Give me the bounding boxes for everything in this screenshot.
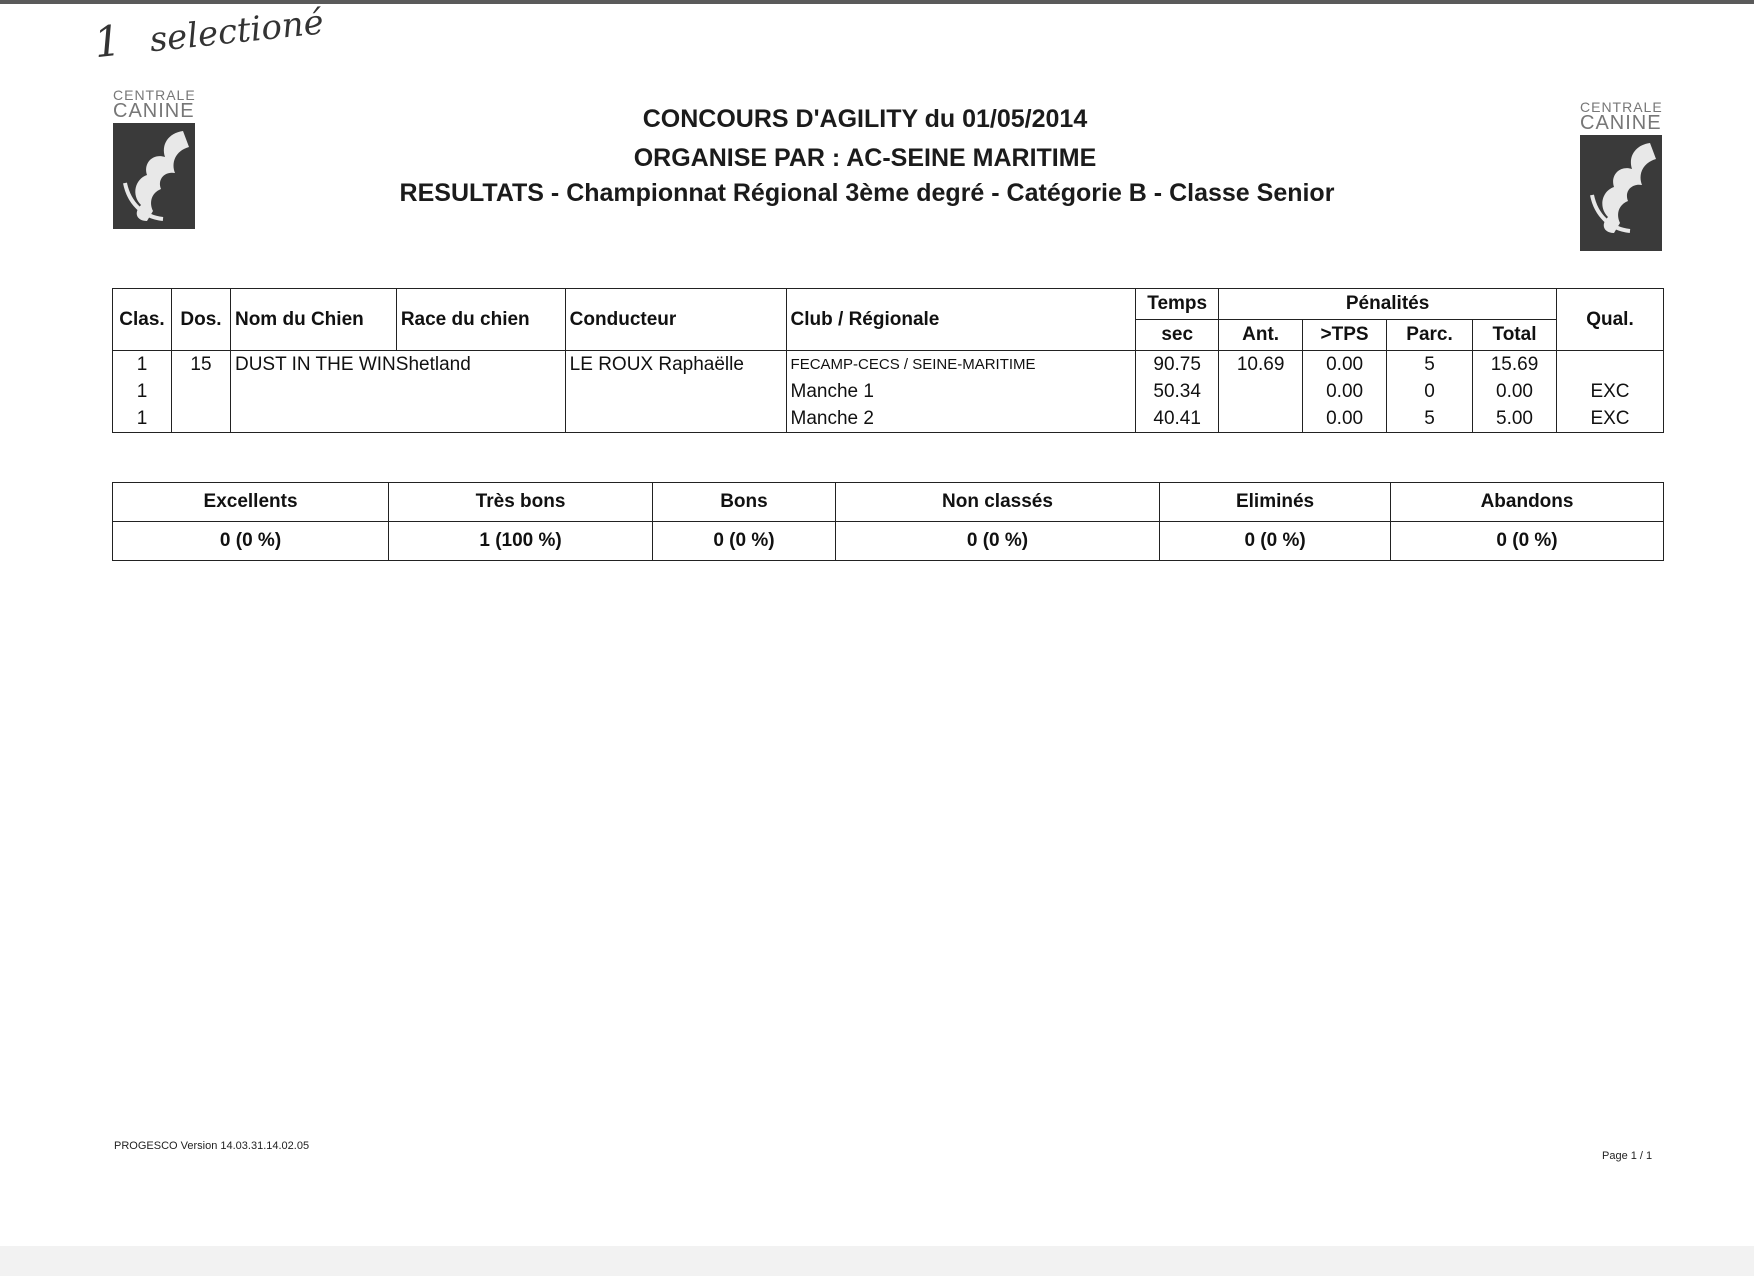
- col-header-temps: Temps: [1136, 289, 1219, 320]
- table-row: [113, 378, 1664, 405]
- cell-parc: 5: [1387, 405, 1473, 433]
- col-header-clas: Clas.: [113, 289, 172, 351]
- cell-tps: 0.00: [1303, 405, 1387, 433]
- summary-value-elimines: 0 (0 %): [1160, 522, 1391, 561]
- cell-conducteur: LE ROUX Raphaëlle: [565, 351, 786, 379]
- cell-parc: 0: [1387, 378, 1473, 405]
- cell-total: 5.00: [1473, 405, 1557, 433]
- summary-label-elimines: Eliminés: [1160, 483, 1391, 522]
- cell-temps: 50.34: [1136, 378, 1219, 405]
- summary-label-abandons: Abandons: [1391, 483, 1664, 522]
- cell-clas: 1: [113, 351, 172, 379]
- cell-qual: [1556, 351, 1663, 379]
- cell-club: Manche 2: [786, 405, 1136, 433]
- results-header-row: [113, 289, 1664, 320]
- cell-qual: EXC: [1556, 405, 1663, 433]
- col-header-total: Total: [1473, 320, 1557, 351]
- col-header-race: Race du chien: [396, 289, 565, 351]
- cell-total: 15.69: [1473, 351, 1557, 379]
- handwritten-note: [92, 0, 399, 98]
- results-table: [112, 288, 1664, 433]
- cell-dos: [171, 378, 230, 405]
- table-row: [113, 405, 1664, 433]
- summary-header-row: [113, 483, 1664, 522]
- cell-parc: 5: [1387, 351, 1473, 379]
- cell-race: Shetland: [395, 353, 471, 375]
- table-row: [113, 351, 1664, 379]
- cell-conducteur: [565, 405, 786, 433]
- col-header-nom: Nom du Chien: [230, 289, 396, 351]
- logo-right-line1: CENTRALE: [1580, 99, 1663, 115]
- summary-value-bons: 0 (0 %): [653, 522, 836, 561]
- cell-clas: 1: [113, 378, 172, 405]
- logo-left-line1: CENTRALE: [113, 87, 196, 103]
- cell-clas: 1: [113, 405, 172, 433]
- page-title-resultats: RESULTATS - Championnat Régional 3ème degré - Catégorie B - Classe Senior: [399, 179, 1335, 207]
- summary-value-row: [113, 522, 1664, 561]
- cell-temps: 40.41: [1136, 405, 1219, 433]
- summary-value-abandons: 0 (0 %): [1391, 522, 1664, 561]
- cell-nom: DUST IN THE WIN: [234, 353, 396, 375]
- logo-left-line2: CANINE: [113, 100, 195, 122]
- dog-silhouette-icon: [113, 123, 195, 229]
- handwritten-number: 1: [91, 15, 124, 68]
- cell-ant: 10.69: [1219, 351, 1303, 379]
- cell-nom-race: [230, 351, 565, 379]
- cell-tps: 0.00: [1303, 351, 1387, 379]
- page-title-organiser: ORGANISE PAR : AC-SEINE MARITIME: [633, 144, 1097, 172]
- summary-table: [112, 482, 1664, 561]
- col-header-ant: Ant.: [1219, 320, 1303, 351]
- summary-label-tres-bons: Très bons: [389, 483, 653, 522]
- cell-nom-race: [230, 405, 565, 433]
- col-header-club: Club / Régionale: [786, 289, 1136, 351]
- cell-club: Manche 1: [786, 378, 1136, 405]
- page-title-concours: CONCOURS D'AGILITY du 01/05/2014: [642, 105, 1088, 133]
- cell-club: FECAMP-CECS / SEINE-MARITIME: [786, 351, 1136, 379]
- cell-qual: EXC: [1556, 378, 1663, 405]
- summary-label-bons: Bons: [653, 483, 836, 522]
- cell-dos: 15: [171, 351, 230, 379]
- col-header-tps: >TPS: [1303, 320, 1387, 351]
- cell-temps: 90.75: [1136, 351, 1219, 379]
- cell-conducteur: [565, 378, 786, 405]
- cell-ant: [1219, 405, 1303, 433]
- cell-total: 0.00: [1473, 378, 1557, 405]
- summary-label-non-classes: Non classés: [835, 483, 1159, 522]
- software-version: PROGESCO Version 14.03.31.14.02.05: [114, 1140, 310, 1152]
- cell-dos: [171, 405, 230, 433]
- col-header-penalites: Pénalités: [1219, 289, 1557, 320]
- cell-ant: [1219, 378, 1303, 405]
- col-header-dos: Dos.: [171, 289, 230, 351]
- logo-right-line2: CANINE: [1580, 112, 1662, 134]
- summary-label-excellents: Excellents: [113, 483, 389, 522]
- summary-value-tres-bons: 1 (100 %): [389, 522, 653, 561]
- col-header-parc: Parc.: [1387, 320, 1473, 351]
- summary-value-excellents: 0 (0 %): [113, 522, 389, 561]
- col-header-qual: Qual.: [1556, 289, 1663, 351]
- cell-tps: 0.00: [1303, 378, 1387, 405]
- col-header-conducteur: Conducteur: [565, 289, 786, 351]
- col-header-sec: sec: [1136, 320, 1219, 351]
- cell-nom-race: [230, 378, 565, 405]
- summary-value-non-classes: 0 (0 %): [835, 522, 1159, 561]
- scan-bottom-edge: [0, 1246, 1754, 1276]
- handwritten-word: selectioné: [147, 2, 326, 61]
- page-number: Page 1 / 1: [1602, 1150, 1653, 1162]
